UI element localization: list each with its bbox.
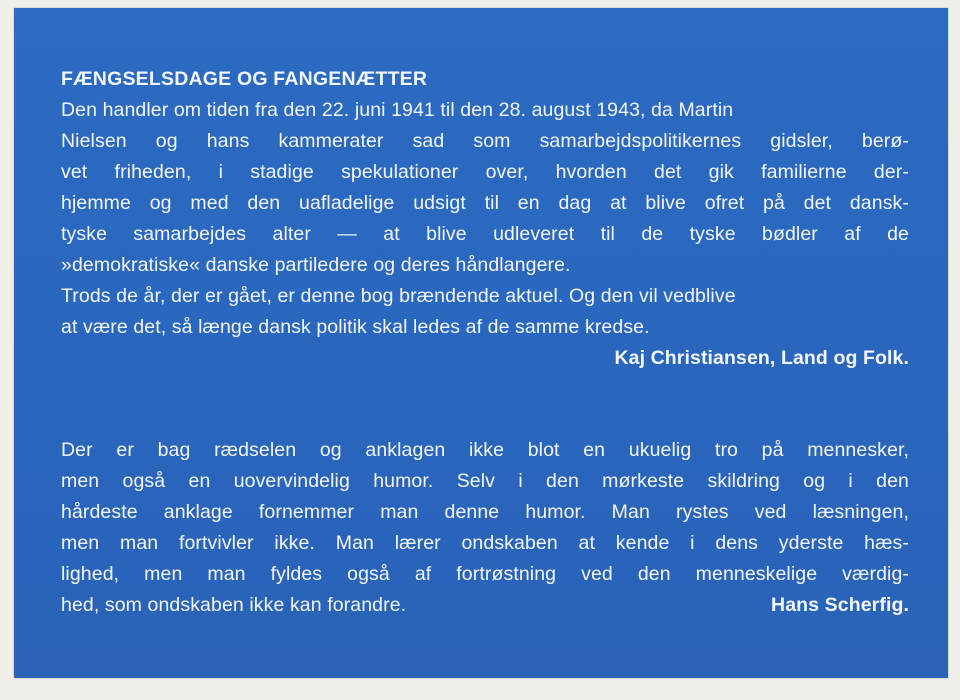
review-kaj-christiansen (61, 64, 909, 374)
review-line: Der er bag rædselen og anklagen ikke blot en ukuelig tro på mennesker, (61, 439, 909, 461)
review-line: hed, som ondskaben ikke kan forandre. (61, 594, 407, 616)
review-author: Hans Scherfig. (771, 594, 909, 616)
review-line: lighed, men man fyldes også af fortrøstning ved den menneskelige værdig- (61, 563, 909, 585)
review-line: men også en uovervindelig humor. Selv i den mørkeste skildring og i den (61, 470, 909, 492)
review-hans-scherfig (61, 435, 909, 621)
review-line: hjemme og med den uafladelige udsigt til en dag at blive ofret på det dansk- (61, 192, 909, 214)
review-line: Nielsen og hans kammerater sad som samarbejdspolitikernes gidsler, berø- (61, 130, 909, 152)
review-line: vet friheden, i stadige spekulationer over, hvorden det gik familierne der- (61, 161, 909, 183)
review-line: Den handler om tiden fra den 22. juni 1941 til den 28. august 1943, da Martin (61, 99, 734, 121)
review-title: FÆNGSELSDAGE OG FANGENÆTTER (61, 68, 428, 90)
review-line: Trods de år, der er gået, er denne bog brændende aktuel. Og den vil vedblive (61, 285, 736, 307)
review-author: Kaj Christiansen, Land og Folk. (614, 347, 909, 369)
review-line: tyske samarbejdes alter — at blive udleveret til de tyske bødler af de (61, 223, 909, 245)
review-line: »demokratiske« danske partiledere og deres håndlangere. (61, 254, 571, 276)
review-line: at være det, så længe dansk politik skal ledes af de samme kredse. (61, 316, 650, 338)
review-line: hårdeste anklage fornemmer man denne humor. Man rystes ved læsningen, (61, 501, 909, 523)
review-line: men man fortvivler ikke. Man lærer ondskaben at kende i dens yderste hæs- (61, 532, 909, 554)
book-back-cover (14, 8, 948, 678)
review-last-row (61, 590, 909, 621)
